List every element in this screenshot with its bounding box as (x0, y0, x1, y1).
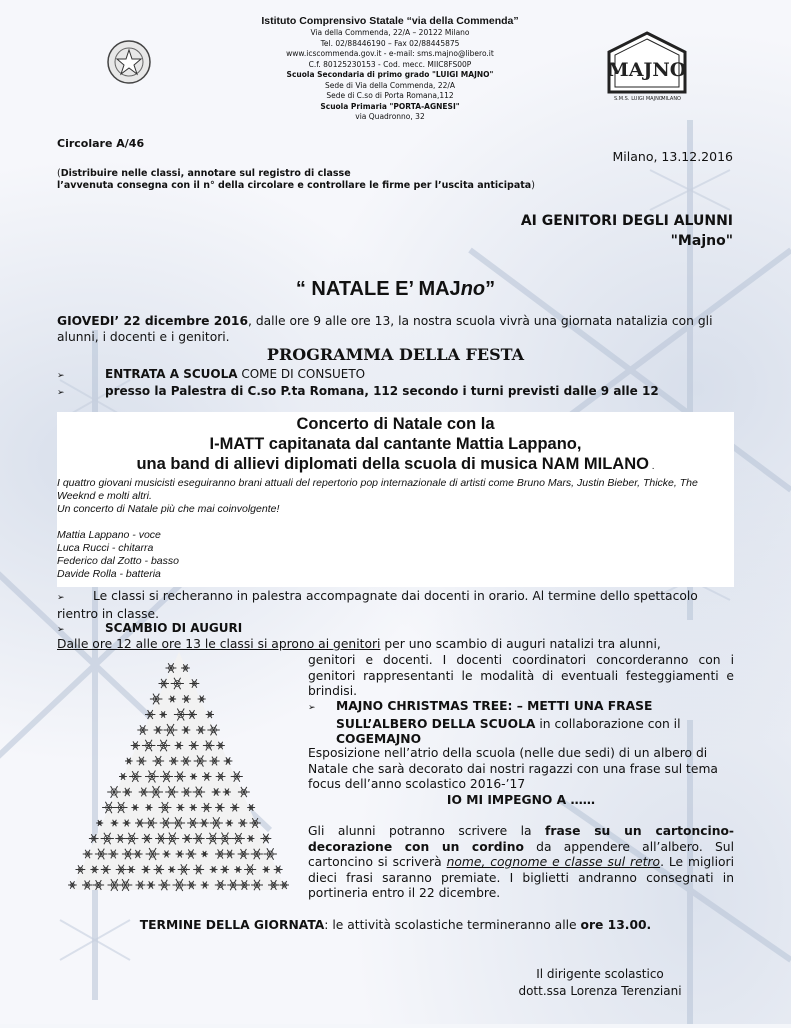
concert-heading-1: Concerto di Natale con la (296, 415, 495, 433)
arrow-bullet-icon: ➢ (308, 703, 316, 713)
termine-text: : le attività scolastiche termineranno alle (324, 918, 581, 932)
document-title (0, 278, 791, 301)
dalle-continuation: genitori e docenti. I docenti coordinatori concorderanno con i genitori rappresentanti le modalità di eventuali festeggiamenti e brindisi. (308, 653, 734, 698)
tree-bullet-bold1: MAJNO CHRISTMAS TREE (336, 699, 508, 713)
christmas-tree-bullet (308, 699, 734, 748)
title-italic: no (460, 278, 486, 300)
concert-box (57, 412, 734, 587)
distribution-line2: l’avvenuta consegna con il n° della circolare e controllare le firme per l’uscita anticipata (57, 180, 532, 191)
distribution-close: ) (531, 180, 535, 191)
school1-name: Scuola Secondaria di primo grado "LUIGI MAJNO" (286, 70, 494, 79)
band-member: Luca Rucci - chitarra (57, 542, 154, 554)
intro-paragraph (57, 314, 734, 345)
scambio-text: SCAMBIO DI AUGURI (105, 621, 243, 635)
students-t1: Gli alunni potranno scrivere la (308, 824, 546, 838)
concert-heading-3 (57, 454, 734, 477)
classes-text: Le classi si recheranno in palestra accompagnate dai docenti in orario. Al termine dello spettacolo rientro in classe. (57, 589, 698, 621)
school-header (220, 14, 560, 123)
distribution-note (57, 168, 535, 192)
recipient-block (521, 211, 733, 251)
arrow-bullet-icon: ➢ (57, 371, 65, 381)
logo-text-right: MILANO (661, 96, 681, 102)
arrow-bullet-icon: ➢ (57, 593, 65, 603)
header-web: www.icscommenda.gov.it - e-mail: sms.majno@libero.it (286, 49, 494, 58)
arrow-bullet-icon: ➢ (57, 388, 65, 398)
tree-bullet-text: in collaborazione con il (535, 716, 681, 731)
title-suffix: ” (485, 278, 496, 300)
bullet-palestra (57, 384, 659, 398)
termine-time: ore 13.00. (580, 918, 652, 932)
logo-text-bottom: LUIGI MAJNO (631, 96, 663, 102)
concert-heading-3-tail: . (648, 461, 655, 472)
bullet-entrata (57, 367, 365, 381)
band-member: Mattia Lappano - voce (57, 529, 161, 541)
students-t3: . Le migliori dieci frasi saranno premiate. I biglietti andranno consegnati in portineria entro il 22 dicembre. (308, 855, 735, 900)
intro-date: GIOVEDI’ 22 dicembre 2016 (57, 314, 249, 328)
logo-text-left: S.M.S. (614, 96, 630, 102)
tree-bullet-bold2: : – METTI UNA FRASE (507, 699, 653, 713)
majno-logo (605, 30, 689, 106)
students-paragraph (308, 824, 734, 902)
republic-emblem-icon (100, 37, 158, 87)
logo-text: MAJNO (607, 59, 687, 81)
signature-role: Il dirigente scolastico (536, 967, 664, 981)
concert-tagline: Un concerto di Natale più che mai coinvolgente! (57, 503, 280, 515)
distribution-open: ( (57, 168, 61, 179)
header-codes: C.f. 80125230153 - Cod. mecc. MIIC8FS00P (308, 59, 472, 69)
band-member: Federico dal Zotto - basso (57, 555, 179, 567)
school1-site-b: Sede di C.so di Porta Romana,112 (326, 91, 454, 100)
school1-site-a: Sede di Via della Commenda, 22/A (324, 80, 456, 90)
recipient-line2: "Majno" (670, 233, 733, 249)
tree-bullet-bold4: COGEMAJNO (336, 732, 422, 746)
termine-line (0, 918, 791, 932)
christmas-tree-image (68, 648, 290, 896)
bullet-entrata-text: COME DI CONSUETO (237, 367, 366, 381)
arrow-bullet-icon: ➢ (57, 625, 65, 635)
distribution-line1: Distribuire nelle classi, annotare sul registro di classe (60, 168, 351, 179)
school2-name: Scuola Primaria "PORTA-AGNESI" (320, 101, 460, 111)
signature-name: dott.ssa Lorenza Terenziani (518, 984, 682, 998)
school2-site: via Quadronno, 32 (355, 112, 425, 121)
exposition-paragraph: Esposizione nell’atrio della scuola (nelle due sedi) di un albero di Natale che sarà decorato dai nostri ragazzi con una frase sul tema focus dell’anno scolastico 2016-’17 (308, 746, 718, 791)
bullet-palestra-text: presso la Palestra di C.so P.ta Romana, 112 secondo i turni previsti dalle 9 alle 12 (105, 384, 659, 398)
impegno-line: IO MI IMPEGNO A …… (446, 793, 596, 807)
document-date: Milano, 13.12.2016 (612, 149, 733, 164)
termine-bold: TERMINE DELLA GIORNATA (139, 918, 325, 932)
scambio-bullet (57, 621, 242, 635)
recipient-line1: AI GENITORI DEGLI ALUNNI (520, 213, 733, 229)
header-phone: Tel. 02/88446190 – Fax 02/88445875 (320, 38, 460, 48)
students-underline: nome, cognome e classe sul retro (446, 855, 661, 869)
tree-bullet-bold3: SULL’ALBERO DELLA SCUOLA (336, 716, 536, 731)
concert-heading-3-text: una band di allievi diplomati della scuola di musica NAM MILANO (136, 455, 649, 473)
header-address: Via della Commenda, 22/A – 20122 Milano (310, 28, 470, 37)
students-t2: da appendere all’albero. Sul cartoncino si scriverà (308, 839, 734, 869)
title-prefix: “ NATALE E’ MAJ (295, 278, 461, 300)
bullet-entrata-bold: ENTRATA A SCUOLA (105, 367, 238, 381)
intro-text: , dalle ore 9 alle ore 13, la nostra scuola vivrà una giornata natalizia con gli alunni, i docenti e i genitori. (57, 314, 713, 344)
dalle-text: per uno scambio di auguri natalizi tra alunni, (380, 637, 661, 651)
institute-name: Istituto Comprensivo Statale “via della Commenda” (261, 15, 519, 27)
band-member: Davide Rolla - batteria (57, 568, 161, 580)
concert-description: I quattro giovani musicisti eseguiranno brani attuali del repertorio pop internazionale di artisti come Bruno Mars, Justin Bieber, Thicke, The Weeknd e molti altri. (57, 477, 698, 502)
programma-heading: PROGRAMMA DELLA FESTA (266, 345, 525, 364)
concert-heading-2: I-MATT capitanata dal cantante Mattia Lappano, (209, 435, 582, 453)
circolare-number: Circolare A/46 (57, 137, 145, 150)
classes-paragraph (57, 589, 734, 622)
signature-block (470, 966, 730, 1000)
dalle-underlined: Dalle ore 12 alle ore 13 le classi si aprono ai genitori (57, 637, 381, 651)
students-b1: frase su un cartoncino-decorazione con un cordino (308, 824, 735, 854)
